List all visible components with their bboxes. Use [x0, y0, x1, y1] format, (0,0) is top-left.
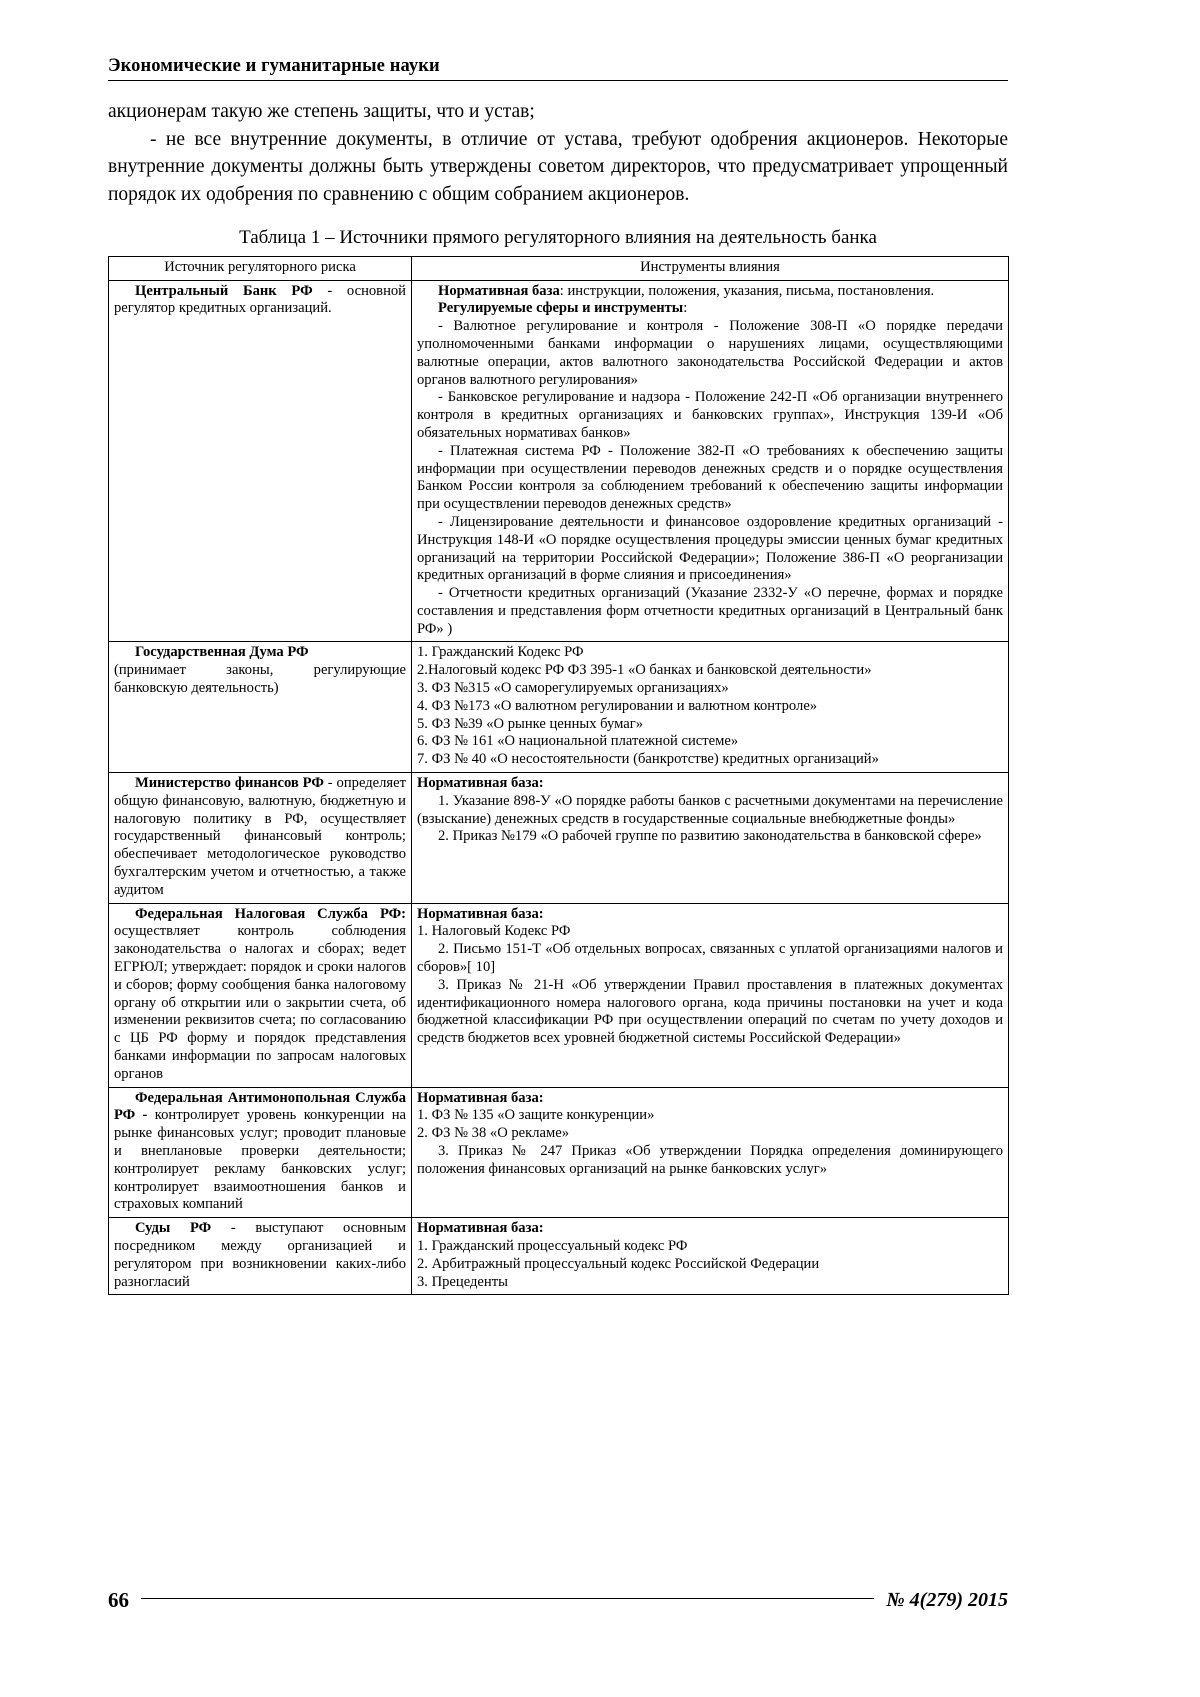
issue-label: № 4(279) 2015 — [886, 1589, 1008, 1611]
instrument-text: 2.Налоговый кодекс РФ ФЗ 395-1 «О банках и банковской деятельности» — [417, 662, 872, 679]
instrument-text: 3. Приказ № 247 Приказ «Об утверждении Порядка определения доминирующего положения финансовых организаций на рынке банковских услуг» — [417, 1143, 1003, 1177]
instrument-text: 3. ФЗ №315 «О саморегулируемых организациях» — [417, 680, 729, 697]
instrument-item — [417, 1143, 1003, 1179]
instrument-item — [417, 716, 1003, 734]
table-row — [109, 1218, 1009, 1295]
source-title: Федеральная Налоговая Служба РФ: — [135, 905, 406, 922]
instrument-lead: Нормативная база: — [417, 775, 544, 792]
instrument-text: 3. Приказ № 21-Н «Об утверждении Правил проставления в платежных документах идентификационного номера налогового органа, кода причины постановки на учет и кода бюджетной классификации РФ при осуществлении операций по счетам по учету доходов и средств бюджетов всех уровней бюджетной системы Российской Федерации» — [417, 976, 1003, 1047]
instrument-lead: Регулируемые сферы и инструменты — [438, 300, 684, 317]
instrument-text: - Банковское регулирование и надзора - Положение 242-П «Об организации внутреннего контроля в кредитных организациях и банковских группах», Инструкция 139-И «Об обязательных нормативах банков» — [417, 389, 1003, 441]
column-header-source: Источник регуляторного риска — [109, 256, 412, 280]
instrument-text: 1. Гражданский Кодекс РФ — [417, 644, 584, 661]
cell-source — [109, 642, 412, 773]
running-head: Экономические и гуманитарные науки — [108, 56, 440, 76]
instrument-lead: Нормативная база: — [417, 1220, 544, 1237]
instrument-item — [417, 443, 1003, 514]
instrument-item — [417, 662, 1003, 680]
instrument-item — [417, 1125, 1003, 1143]
source-description: - основной регулятор кредитных организаций. — [114, 282, 406, 317]
instrument-item — [417, 1220, 1003, 1238]
instrument-text: 1. ФЗ № 135 «О защите конкуренции» — [417, 1107, 655, 1124]
intro-paragraphs — [108, 98, 1008, 209]
instrument-text: - Отчетности кредитных организаций (Указание 2332-У «О перечне, формах и порядке составления и представления форм отчетности кредитных организаций в Центральный банк РФ» ) — [417, 585, 1003, 637]
instrument-item — [417, 1090, 1003, 1108]
paragraph-2: - не все внутренние документы, в отличие от устава, требуют одобрения акционеров. Некоторые внутренние документы должны быть утверждены советом директоров, что предусматривает упрощенный порядок их одобрения по сравнению с общим собранием акционеров. — [108, 128, 1008, 206]
table-header-row — [109, 256, 1009, 280]
paragraph-1: акционерам такую же степень защиты, что и устав; — [108, 101, 535, 122]
instrument-text: - Лицензирование деятельности и финансовое оздоровление кредитных организаций - Инструкция 148-И «О порядке осуществления процедуры эмиссии ценных бумаг кредитных организаций на территории Российской Федерации»; Положение 386-П «О реорганизации кредитных организаций в форме слияния и присоединения» — [417, 513, 1003, 584]
instrument-text: 3. Прецеденты — [417, 1273, 508, 1290]
source-description: - определяет общую финансовую, валютную, бюджетную и налоговую политику в РФ, осуществляет государственный финансовый контроль; обеспечивает методологическое руководство бухгалтерским учетом и отчетностью, а также аудитом — [114, 775, 406, 898]
instrument-item — [417, 698, 1003, 716]
cell-instruments — [412, 642, 1009, 773]
instrument-lead: Нормативная база — [438, 282, 560, 299]
cell-source — [109, 1087, 412, 1218]
instrument-text: - Платежная система РФ - Положение 382-П «О требованиях к обеспечению защиты информации при осуществлении переводов денежных средств и о порядке осуществления Банком России контроля за соблюдением требований к обеспечению защиты информации при осуществлении переводов денежных средств» — [417, 442, 1003, 513]
instrument-lead: Нормативная база: — [417, 905, 544, 922]
source-title: Государственная Дума РФ — [135, 644, 309, 661]
instrument-item — [417, 300, 1003, 318]
instrument-item — [417, 585, 1003, 638]
instrument-text: 5. ФЗ №39 «О рынке ценных бумаг» — [417, 715, 644, 732]
table-row — [109, 280, 1009, 642]
instrument-item — [417, 941, 1003, 977]
instrument-text: 7. ФЗ № 40 «О несостоятельности (банкротстве) кредитных организаций» — [417, 751, 879, 768]
source-title: Федеральная Антимонопольная Служба РФ - — [114, 1089, 406, 1124]
instrument-item — [417, 283, 1003, 301]
instrument-item — [417, 318, 1003, 389]
instrument-text: 6. ФЗ № 161 «О национальной платежной системе» — [417, 733, 739, 750]
table-row — [109, 1087, 1009, 1218]
column-header-instruments: Инструменты влияния — [412, 256, 1009, 280]
cell-instruments — [412, 773, 1009, 904]
instrument-item — [417, 1274, 1003, 1292]
cell-instruments — [412, 903, 1009, 1087]
instrument-text: 1. Гражданский процессуальный кодекс РФ — [417, 1237, 688, 1254]
cell-source — [109, 903, 412, 1087]
footer-divider — [141, 1597, 874, 1599]
source-title: Суды РФ — [135, 1220, 212, 1237]
cell-instruments — [412, 1218, 1009, 1295]
source-description: контролирует уровень конкуренции на рынке финансовых услуг; проводит плановые и внеплановые проверки деятельности; контролирует рекламу банковских услуг; контролирует взаимоотношения банков и страховых компаний — [114, 1107, 406, 1213]
table-row — [109, 903, 1009, 1087]
instrument-text: : инструкции, положения, указания, письма, постановления. — [559, 282, 935, 299]
instrument-item — [417, 514, 1003, 585]
instrument-item — [417, 793, 1003, 829]
instrument-item — [417, 923, 1003, 941]
table-row — [109, 642, 1009, 773]
instrument-text: 2. Приказ №179 «О рабочей группе по развитию законодательства в банковской сфере» — [438, 828, 982, 845]
instrument-item — [417, 1107, 1003, 1125]
instrument-item — [417, 389, 1003, 442]
table-row — [109, 773, 1009, 904]
source-title: Министерство финансов РФ — [135, 775, 324, 792]
instrument-item — [417, 680, 1003, 698]
instrument-item — [417, 751, 1003, 769]
instrument-item — [417, 1256, 1003, 1274]
instrument-item — [417, 775, 1003, 793]
instrument-item — [417, 733, 1003, 751]
page-number: 66 — [108, 1588, 129, 1612]
instrument-item — [417, 906, 1003, 924]
instrument-item — [417, 644, 1003, 662]
instrument-text: 1. Указание 898-У «О порядке работы банков с расчетными документами на перечисление (взыскание) денежных средств в государственные социальные внебюджетные фонды» — [417, 792, 1003, 827]
cell-source — [109, 280, 412, 642]
page-footer — [108, 1588, 1008, 1613]
regulatory-sources-table — [108, 256, 1009, 1296]
instrument-text: - Валютное регулирование и контроля - Положение 308-П «О порядке передачи уполномоченными банками информации о нарушениях лицами, осуществляющими валютные операции, актов валютного законодательства Российской Федерации и актов органов валютного регулирования» — [417, 318, 1003, 388]
instrument-item — [417, 1238, 1003, 1256]
cell-instruments — [412, 1087, 1009, 1218]
instrument-item — [417, 828, 1003, 846]
source-description: (принимает законы, регулирующие банковскую деятельность) — [114, 662, 406, 697]
instrument-text: 2. ФЗ № 38 «О рекламе» — [417, 1125, 570, 1142]
source-description: осуществляет контроль соблюдения законодательства о налогах и сборах; ведет ЕГРЮЛ; утверждает: порядок и сроки налогов и сборов; форму сообщения банка налоговому органу об открытии или о закрытии счета, об изменении реквизитов счета; по согласованию с ЦБ РФ форму и порядок представления банками информации по запросам налоговых органов — [114, 923, 406, 1082]
source-title: Центральный Банк РФ — [135, 282, 313, 299]
header-divider — [108, 80, 1008, 81]
instrument-text: 2. Арбитражный процессуальный кодекс Российской Федерации — [417, 1255, 820, 1272]
instrument-lead: Нормативная база: — [417, 1089, 544, 1106]
instrument-item — [417, 977, 1003, 1048]
page-content — [108, 56, 1008, 1295]
cell-instruments — [412, 280, 1009, 642]
table-caption: Таблица 1 – Источники прямого регуляторного влияния на деятельность банка — [239, 226, 877, 248]
source-description: - выступают основным посредником между организацией и регулятором при возникновении каких-либо разногласий — [114, 1220, 406, 1290]
cell-source — [109, 1218, 412, 1295]
instrument-text: 4. ФЗ №173 «О валютном регулировании и валютном контроле» — [417, 697, 818, 714]
instrument-text: 2. Письмо 151-Т «Об отдельных вопросах, связанных с уплатой организациями налогов и сборов»[ 10] — [417, 941, 1003, 976]
instrument-text: : — [683, 300, 688, 317]
cell-source — [109, 773, 412, 904]
instrument-text: 1. Налоговый Кодекс РФ — [417, 923, 571, 940]
